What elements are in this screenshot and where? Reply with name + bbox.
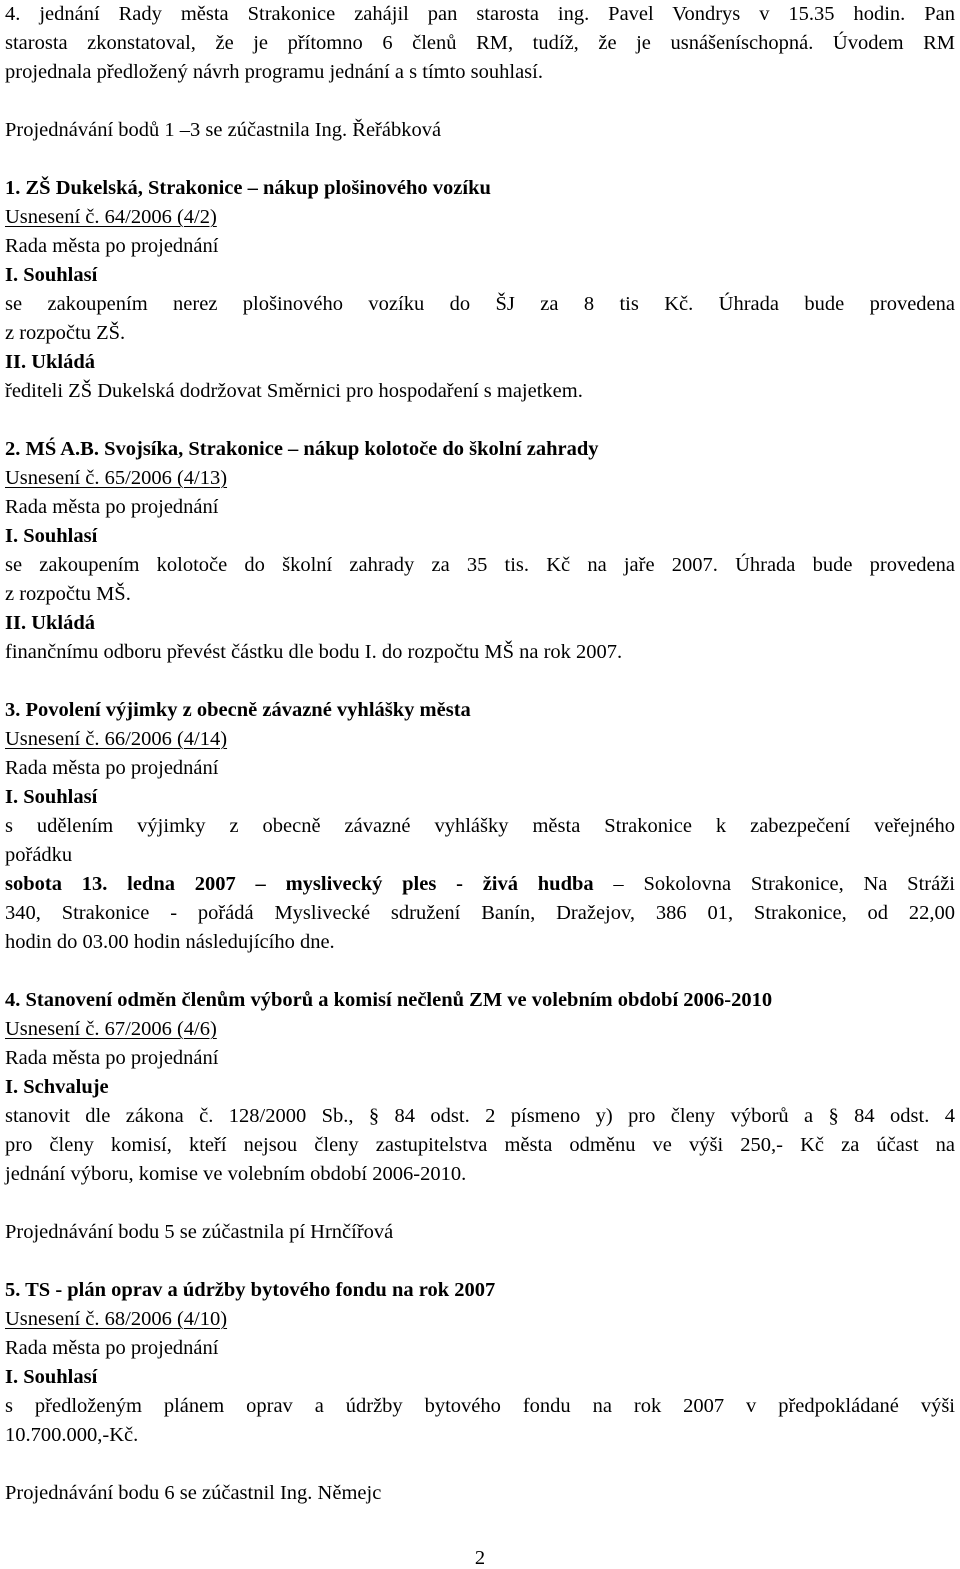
item-1-resolution: Usnesení č. 64/2006 (4/2) <box>5 206 217 228</box>
item-3-text-1d: 340, Strakonice - pořádá Myslivecké sdružení Banín, Dražejov, 386 01, Strakonice, od 22,00 <box>5 902 955 924</box>
item-2-council: Rada města po projednání <box>5 496 219 518</box>
item-4-resolution: Usnesení č. 67/2006 (4/6) <box>5 1018 217 1040</box>
attendance-note-5: Projednávání bodu 5 se zúčastnila pí Hrnčířová <box>5 1221 394 1243</box>
event-venue: – Sokolovna Strakonice, Na Stráži <box>593 873 955 895</box>
item-4-text-1a: stanovit dle zákona č. 128/2000 Sb., § 84 odst. 2 písmeno y) pro členy výborů a § 84 odst. 4 <box>5 1105 955 1127</box>
item-3-decision-1: I. Souhlasí <box>5 786 98 808</box>
item-4-decision-1: I. Schvaluje <box>5 1076 109 1098</box>
item-4-text-1b: pro členy komisí, kteří nejsou členy zastupitelstva města odměnu ve výši 250,- Kč za účast na <box>5 1134 955 1156</box>
item-3-text-1e: hodin do 03.00 hodin následujícího dne. <box>5 931 335 953</box>
item-5-decision-1: I. Souhlasí <box>5 1366 98 1388</box>
attendance-note-6: Projednávání bodu 6 se zúčastnil Ing. Němejc <box>5 1482 382 1504</box>
item-2-text-2a: finančnímu odboru převést částku dle bodu I. do rozpočtu MŠ na rok 2007. <box>5 641 623 663</box>
item-5-text-1a: s předloženým plánem oprav a údržby bytového fondu na rok 2007 v předpokládané výši <box>5 1395 955 1417</box>
item-1-text-1a: se zakoupením nerez plošinového vozíku do ŠJ za 8 tis Kč. Úhrada bude provedena <box>5 293 955 315</box>
item-3-text-1a: s udělením výjimky z obecně závazné vyhlášky města Strakonice k zabezpečení veřejného <box>5 815 955 837</box>
event-description: sobota 13. ledna 2007 – myslivecký ples - živá hudba <box>5 873 594 895</box>
item-3-text-1c <box>5 874 955 895</box>
item-5-title: 5. TS - plán oprav a údržby bytového fondu na rok 2007 <box>5 1279 496 1301</box>
item-5-text-1b: 10.700.000,-Kč. <box>5 1424 139 1446</box>
item-1-text-2a: řediteli ZŠ Dukelská dodržovat Směrnici pro hospodaření s majetkem. <box>5 380 583 402</box>
item-4-text-1c: jednání výboru, komise ve volebním období 2006-2010. <box>5 1163 467 1185</box>
item-2-text-1b: z rozpočtu MŠ. <box>5 583 131 605</box>
attendance-note-1-3: Projednávání bodů 1 –3 se zúčastnila Ing. Řeřábková <box>5 119 442 141</box>
item-1-text-1b: z rozpočtu ZŠ. <box>5 322 126 344</box>
item-1-decision-1: I. Souhlasí <box>5 264 98 286</box>
item-4-title: 4. Stanovení odměn členům výborů a komisí nečlenů ZM ve volebním období 2006-2010 <box>5 989 773 1011</box>
item-5-council: Rada města po projednání <box>5 1337 219 1359</box>
page-number: 2 <box>474 1547 486 1569</box>
item-3-title: 3. Povolení výjimky z obecně závazné vyhlášky města <box>5 699 471 721</box>
item-2-title: 2. MŚ A.B. Svojsíka, Strakonice – nákup kolotoče do školní zahrady <box>5 438 599 460</box>
item-1-council: Rada města po projednání <box>5 235 219 257</box>
item-2-decision-2: II. Ukládá <box>5 612 96 634</box>
item-3-text-1b: pořádku <box>5 844 73 866</box>
item-5-resolution: Usnesení č. 68/2006 (4/10) <box>5 1308 228 1330</box>
intro-line-1: 4. jednání Rady města Strakonice zahájil pan starosta ing. Pavel Vondrys v 15.35 hodin. Pan <box>5 3 955 25</box>
item-3-resolution: Usnesení č. 66/2006 (4/14) <box>5 728 228 750</box>
item-2-text-1a: se zakoupením kolotoče do školní zahrady za 35 tis. Kč na jaře 2007. Úhrada bude provedena <box>5 554 955 576</box>
item-1-decision-2: II. Ukládá <box>5 351 96 373</box>
intro-line-2: starosta zkonstatoval, že je přítomno 6 členů RM, tudíž, že je usnášeníschopná. Úvodem RM <box>5 32 955 54</box>
item-1-title: 1. ZŠ Dukelská, Strakonice – nákup plošinového vozíku <box>5 177 491 199</box>
item-2-resolution: Usnesení č. 65/2006 (4/13) <box>5 467 228 489</box>
item-3-council: Rada města po projednání <box>5 757 219 779</box>
item-4-council: Rada města po projednání <box>5 1047 219 1069</box>
intro-line-3: projednala předložený návrh programu jednání a s tímto souhlasí. <box>5 61 543 83</box>
item-2-decision-1: I. Souhlasí <box>5 525 98 547</box>
